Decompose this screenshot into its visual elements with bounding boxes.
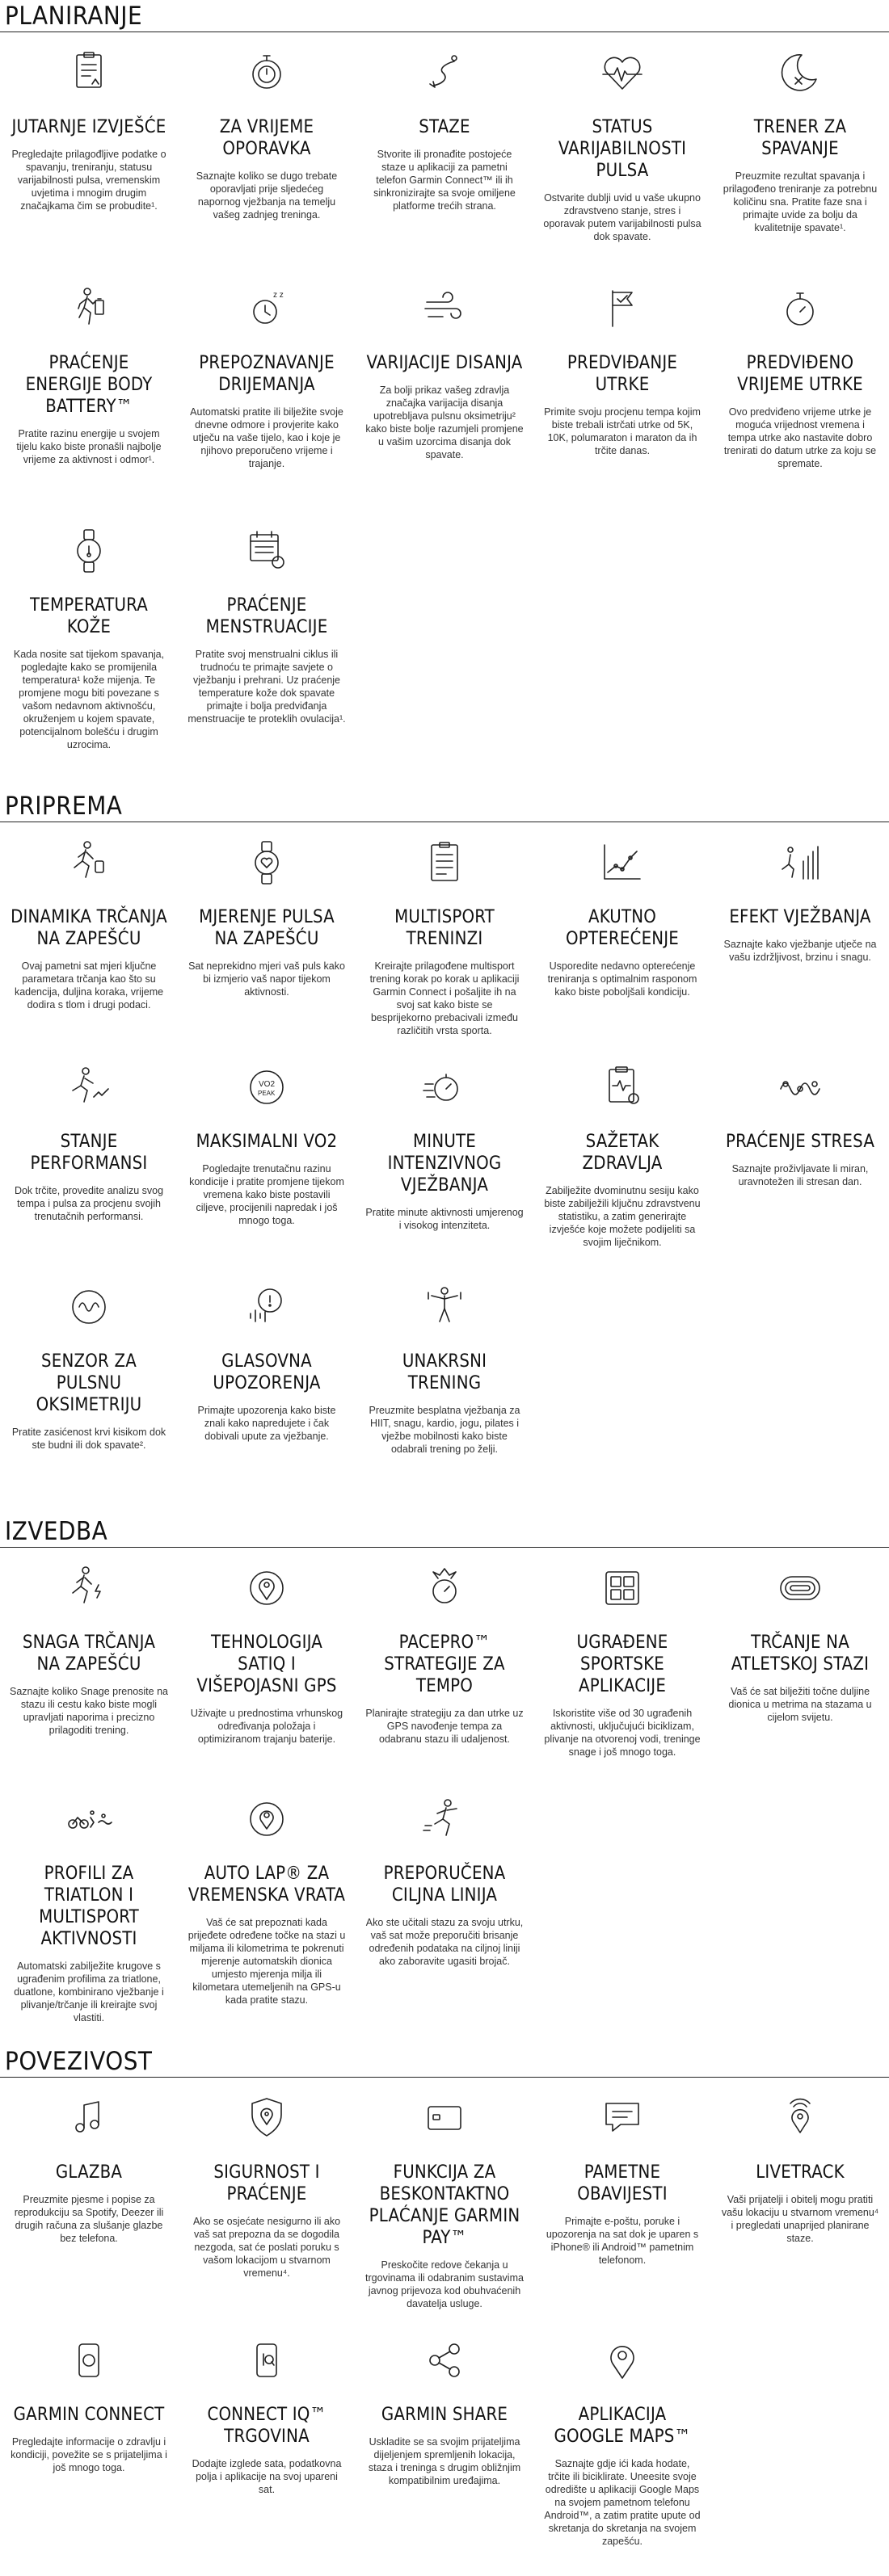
intensity-icon <box>419 1061 470 1113</box>
feature-card <box>356 1281 533 1456</box>
feature-card <box>178 2092 356 2310</box>
target-line-icon <box>419 1793 470 1845</box>
feature-card <box>711 1061 889 1259</box>
card-desc: Saznajte gdje ići kada hodate, trčite ili biciklirate. Uneesite svoje odredište u aplikaciji Google Maps na svojem pametnom telefonu Android™, a zatim pratite upute od skretanja do skretanja na svojem zapešću. <box>544 2458 701 2547</box>
feature-card <box>0 2092 178 2294</box>
feature-card <box>178 47 356 258</box>
card-title: GARMIN SHARE <box>381 2405 508 2425</box>
card-title: GLAZBA <box>55 2162 123 2183</box>
card-desc: Za bolji prikaz vašeg zdravlja značajka varijacija disanja upotrebljava pulsnu oksimetriju² kako biste bolje razumjeli promjene u vašim uzorcima disanja dok spavate. <box>365 385 524 460</box>
card-desc: Sat neprekidno mjeri vaš puls kako bi izmjerio vaš napor tijekom aktivnosti. <box>188 960 345 998</box>
card-desc: Preuzmite besplatna vježbanja za HIIT, snagu, kardio, jogu, pilates i vježbe mobilnosti kako biste odabrali trening po želji. <box>369 1405 520 1455</box>
feature-card <box>533 837 711 1039</box>
card-title: STANJE PERFORMANSI <box>30 1132 148 1174</box>
card-desc: Pratite razinu energije u svojem tijelu kako biste pronašli najbolje vrijeme za aktivnost i odmor¹. <box>16 428 162 465</box>
nap-icon <box>241 283 293 334</box>
sleep-coach-icon <box>774 47 826 99</box>
stopwatch-icon <box>774 283 826 334</box>
card-desc: Ovo predviđeno vrijeme utrke je moguća vrijednost vremena i tempa utrke ako nastavite dobro trenirati do datum utrke za koju se spremate. <box>723 406 877 469</box>
feature-card <box>0 1281 178 1456</box>
body-battery-icon <box>63 283 115 334</box>
card-desc: Kreirajte prilagođene multisport trening korak po korak u aplikaciji Garmin Connect i pošaljite ih na svoj sat kako biste se besprijekorno prebacivali između različitih vrsta sporta. <box>369 960 520 1036</box>
pulse-ox-icon <box>63 1281 115 1333</box>
card-title: SAŽETAK ZDRAVLJA <box>582 1132 663 1174</box>
card-title: MJERENJE PULSA NA ZAPEŠĆU <box>199 907 335 949</box>
feature-card <box>178 1793 356 2024</box>
card-title: GLASOVNA UPOZORENJA <box>213 1351 321 1393</box>
card-title: PREDVIĐENO VRIJEME UTRKE <box>737 353 863 395</box>
sport-apps-icon <box>596 1562 648 1614</box>
card-title: PRAĆENJE STRESA <box>725 1132 875 1152</box>
card-title: SENZOR ZA PULSNU OKSIMETRIJU <box>36 1351 142 1415</box>
feature-card <box>178 1061 356 1259</box>
feature-card <box>0 1793 178 2024</box>
garmin-connect-icon <box>63 2334 115 2386</box>
card-desc: Automatski pratite ili bilježite svoje dnevne odmore i provjerite kako utječu na vaše tijelo, kao i koje je njihovo preporučeno vrijeme i trajanje. <box>190 406 343 469</box>
card-desc: Preuzmite rezultat spavanja i prilagođeno treniranje za potrebnu količinu sna. Pratite faze sna i primajte uvide za bolju da kvalitetnije spavate¹. <box>723 170 878 233</box>
feature-card <box>533 47 711 258</box>
feature-card <box>178 1281 356 1456</box>
hrv-icon <box>596 47 648 99</box>
feature-card <box>356 2092 533 2310</box>
card-desc: Usporedite nedavno opterećenje treniranja s optimalnim rasponom kako biste poboljšali kondiciju. <box>547 960 697 998</box>
stress-icon <box>774 1061 826 1113</box>
load-icon <box>596 837 648 889</box>
pay-icon <box>419 2092 470 2144</box>
vo2-icon-text: VO2 <box>259 1080 276 1089</box>
notification-icon <box>596 2092 648 2144</box>
card-desc: Saznajte kako vježbanje utječe na vašu izdržljivost, brzinu i snagu. <box>723 939 877 963</box>
card-title: PREPOZNAVANJE DRIJEMANJA <box>199 353 335 395</box>
feature-card <box>356 1061 533 1259</box>
vo2max-icon <box>241 1061 293 1113</box>
card-title: JUTARNJE IZVJEŠĆE <box>11 117 166 137</box>
livetrack-icon <box>774 2092 826 2144</box>
card-desc: Pregledajte prilagođljive podatke o spavanju, treniranju, statusu varijabilnosti pulsa, vremenskim uvjetima i mnogim drugim značajkama čim se probudite¹. <box>11 149 166 212</box>
card-title: DINAMIKA TRČANJA NA ZAPEŠĆU <box>11 907 167 949</box>
section-povezivost <box>0 2045 889 2548</box>
card-desc: Ako se osjećate nesigurno ili ako vaš sat prepozna da se dogodila nezgoda, sat će poslati poruku s vašom lokacijom u stvarnom vremenu⁴. <box>192 2216 341 2279</box>
running-dynamics-icon <box>63 837 115 889</box>
card-title: MULTISPORT TRENINZI <box>394 907 495 949</box>
race-flag-icon <box>596 283 648 334</box>
feature-card <box>533 283 711 501</box>
card-desc: Kada nosite sat tijekom spavanja, pogledajte kako se promijenila temperatura¹ kože mijenja. Te promjene mogu biti povezane s vašom nedavnom aktivnošću, okruženjem u kojem spavate, potencijalnom bolešću i drugim uzrocima. <box>13 649 165 750</box>
feature-card <box>178 837 356 1039</box>
card-title: CONNECT IQ™ TRGOVINA <box>207 2405 327 2447</box>
section-title: POVEZIVOST <box>0 2045 889 2078</box>
card-desc: Preskočite redove čekanja u trgovinama ili odabranim sustavima javnog prijevoza kod obuhvaćenih davatelja usluge. <box>365 2259 524 2309</box>
report-icon <box>63 47 115 99</box>
card-desc: Saznajte koliko Snage prenosite na stazu ili cestu kako biste mogli upravljati naporima i precizno prilagoditi trening. <box>10 1686 168 1736</box>
track-icon <box>774 1562 826 1614</box>
section-title: IZVEDBA <box>0 1515 889 1548</box>
section-title: PRIPREMA <box>0 790 889 822</box>
card-title: PRAĆENJE ENERGIJE BODY BATTERY™ <box>25 353 153 417</box>
training-effect-icon <box>774 837 826 889</box>
feature-card <box>178 2334 356 2548</box>
card-title: APLIKACIJA GOOGLE MAPS™ <box>554 2405 691 2447</box>
feature-card <box>178 525 356 751</box>
card-desc: Vaš će sat bilježiti točne duljine dionica u metrima na stazama u cijelom svijetu. <box>728 1686 872 1723</box>
card-title: UNAKRSNI TRENING <box>402 1351 487 1393</box>
breathing-icon <box>419 283 470 334</box>
feature-card <box>0 2334 178 2548</box>
card-desc: Primajte e-poštu, poruke i upozorenja na sat dok je uparen s iPhone® ili Android™ pametnim telefonom. <box>546 2216 699 2266</box>
cross-training-icon <box>419 1281 470 1333</box>
card-title: AUTO LAP® ZA VREMENSKA VRATA <box>187 1864 346 1906</box>
skin-temp-icon <box>63 525 115 577</box>
connect-iq-icon <box>241 2334 293 2386</box>
health-snapshot-icon <box>596 1061 648 1113</box>
card-title: STATUS VARIJABILNOSTI PULSA <box>558 117 687 181</box>
card-title: UGRAĐENE SPORTSKE APLIKACIJE <box>576 1633 668 1696</box>
feature-card <box>0 1562 178 1769</box>
nap-icon-text: z z <box>273 291 284 300</box>
voice-alert-icon <box>241 1281 293 1333</box>
running-power-icon <box>63 1562 115 1614</box>
feature-card <box>711 1562 889 1769</box>
recovery-icon <box>241 47 293 99</box>
card-title: SNAGA TRČANJA NA ZAPEŠĆU <box>22 1633 156 1675</box>
card-title: TEMPERATURA KOŽE <box>30 595 148 637</box>
card-desc: Pratite svoj menstrualni ciklus ili trudnoću te primajte savjete o vježbanju i prehrani. Uz praćenje temperature kože dok spavate primajte i bolja predviđanja menstruacije te proteklih ovulacija¹. <box>187 649 346 725</box>
card-desc: Uživajte u prednostima vrhunskog određivanja položaja i optimiziranom trajanju baterije. <box>190 1708 343 1745</box>
card-desc: Vaš će sat prepoznati kada prijeđete određene točke na stazi u miljama ili kilometrima te pokrenuti mjerenje automatskih dionica umjesto mjerenja milja ili kilometara utemeljenih na GPS-u kada pratite stazu. <box>187 1917 346 2006</box>
card-desc: Preuzmite pjesme i popise za reprodukciju sa Spotify, Deezer ili drugih računa za slušanje glazbe bez telefona. <box>14 2194 164 2244</box>
card-title: GARMIN CONNECT <box>13 2405 165 2425</box>
card-title: AKUTNO OPTEREĆENJE <box>565 907 680 949</box>
feature-card <box>533 1562 711 1769</box>
map-pin-icon <box>596 2334 648 2386</box>
card-title: VARIJACIJE DISANJA <box>366 353 523 373</box>
feature-card <box>533 1061 711 1259</box>
feature-card <box>0 525 178 751</box>
feature-card <box>0 283 178 501</box>
card-desc: Iskoristite više od 30 ugrađenih aktivnosti, uključujući biciklizam, plivanje na otvorenoj vodi, treninge snage i još mnogo toga. <box>544 1708 701 1758</box>
auto-lap-icon <box>241 1793 293 1845</box>
card-title: MAKSIMALNI VO2 <box>196 1132 338 1152</box>
card-title: MINUTE INTENZIVNOG VJEŽBANJA <box>387 1132 502 1196</box>
card-title: PREPORUČENA CILJNA LINIJA <box>383 1864 506 1906</box>
wrist-hr-icon <box>241 837 293 889</box>
pacepro-icon <box>419 1562 470 1614</box>
peak-icon-text: PEAK <box>258 1090 276 1097</box>
section-izvedba <box>0 1515 889 2024</box>
card-desc: Primite svoju procjenu tempa kojim biste trebali istrčati utrke od 5K, 10K, polumaraton i maraton da ih trčite danas. <box>544 406 701 456</box>
card-desc: Dodajte izglede sata, podatkovna polja i aplikacije na svoj upareni sat. <box>192 2458 342 2495</box>
card-title: PACEPRO™ STRATEGIJE ZA TEMPO <box>384 1633 505 1696</box>
card-desc: Pratite minute aktivnosti umjerenog i visokog intenziteta. <box>365 1207 524 1231</box>
feature-card <box>178 283 356 501</box>
feature-card <box>356 2334 533 2548</box>
calendar-icon <box>241 525 293 577</box>
card-desc: Planirajte strategiju za dan utrke uz GPS navođenje tempa za odabranu stazu ili udaljenost. <box>365 1708 524 1745</box>
card-desc: Pregledajte informacije o zdravlju i kondiciji, povežite se s prijateljima i još mnogo toga. <box>11 2436 167 2473</box>
feature-card <box>711 837 889 1039</box>
feature-card <box>0 1061 178 1259</box>
card-title: SIGURNOST I PRAĆENJE <box>213 2162 320 2204</box>
card-desc: Pogledajte trenutačnu razinu kondicije i pratite promjene tijekom vremena kako biste postavili ciljeve, procijenili napredak i još mnogo toga. <box>189 1163 344 1226</box>
music-icon <box>63 2092 115 2144</box>
feature-card <box>356 283 533 501</box>
route-icon <box>419 47 470 99</box>
feature-card <box>0 837 178 1039</box>
multisport-icon <box>419 837 470 889</box>
feature-card <box>356 1793 533 2024</box>
card-title: STAZE <box>419 117 470 137</box>
card-desc: Vaši prijatelji i obitelj mogu pratiti vašu lokaciju u stvarnom vremenu⁴ i pregledati unaprijed planirane staze. <box>721 2194 879 2244</box>
card-desc: Stvorite ili pronađite postojeće staze u aplikaciji za pametni telefon Garmin Connect™ ili ih sinkronizirajte sa svoje omiljene platforme trećih strana. <box>373 149 516 212</box>
card-title: ZA VRIJEME OPORAVKA <box>219 117 314 159</box>
satiq-icon <box>241 1562 293 1614</box>
card-title: PRAĆENJE MENSTRUACIJE <box>205 595 328 637</box>
card-desc: Ako ste učitali stazu za svoju utrku, vaš sat može preporučiti brisanje određenih podataka na ciljnoj liniji ako zaboravite ugasiti brojač. <box>365 1917 524 1967</box>
card-desc: Zabilježite dvominutnu sesiju kako biste zabilježili ključnu zdravstvenu statistiku, a zatim generirajte izvješće koje možete podijeliti sa svojim liječnikom. <box>544 1185 701 1248</box>
feature-card <box>356 47 533 258</box>
share-icon <box>419 2334 470 2386</box>
card-title: TRENER ZA SPAVANJE <box>753 117 847 159</box>
card-desc: Primajte upozorenja kako biste znali kako napredujete i čak dobivali upute za vježbanje. <box>197 1405 336 1442</box>
card-title: TEHNOLOGIJA SATIQ I VIŠEPOJASNI GPS <box>196 1633 337 1696</box>
card-desc: Saznajte proživljavate li miran, uravnotežen ili stresan dan. <box>731 1163 869 1187</box>
feature-card <box>533 2092 711 2310</box>
card-desc: Ovaj pametni sat mjeri ključne parametara trčanja kao što su kadencija, duljina koraka, vrijeme dodira s tlom i drugi podaci. <box>14 960 164 1011</box>
card-desc: Uskladite se sa svojim prijateljima dijeljenjem spremljenih lokacija, staza i treninga s drugim obližnjim kompatibilnim uređajima. <box>368 2436 521 2486</box>
feature-card <box>711 283 889 501</box>
feature-card <box>0 47 178 258</box>
card-title: LIVETRACK <box>756 2162 845 2183</box>
performance-icon <box>63 1061 115 1113</box>
card-desc: Saznajte koliko se dugo trebate oporavljati prije sljedećeg napornog vježbanja na temelju vašeg zadnjeg treninga. <box>196 170 338 221</box>
card-title: PREDVIĐANJE UTRKE <box>567 353 678 395</box>
triathlon-icon <box>63 1793 115 1845</box>
safety-icon <box>241 2092 293 2144</box>
section-title: PLANIRANJE <box>0 0 889 32</box>
card-desc: Ostvarite dublji uvid u vaše ukupno zdravstveno stanje, stres i oporavak putem varijabilnosti pulsa dok spavate. <box>543 192 702 242</box>
feature-card <box>533 2334 711 2548</box>
feature-card <box>711 47 889 258</box>
card-title: PAMETNE OBAVIJESTI <box>577 2162 668 2204</box>
section-priprema <box>0 790 889 1456</box>
feature-card <box>356 1562 533 1769</box>
card-title: TRČANJE NA ATLETSKOJ STAZI <box>731 1633 870 1675</box>
feature-card <box>356 837 533 1039</box>
card-desc: Dok trčite, provedite analizu svog tempa i pulsa za procjenu svojih trenutačnih performansi. <box>14 1185 164 1222</box>
section-planiranje <box>0 0 889 751</box>
card-desc: Automatski zabilježite krugove s ugrađenim profilima za triatlone, duatlone, kombinirano vježbanje i plivanje/trčanje ili kreirajte svoj vlastiti. <box>14 1960 164 2023</box>
card-desc: Pratite zasićenost krvi kisikom dok ste budni ili dok spavate². <box>11 1427 166 1451</box>
feature-card <box>178 1562 356 1769</box>
card-title: EFEKT VJEŽBANJA <box>729 907 871 927</box>
feature-card <box>711 2092 889 2310</box>
card-title: PROFILI ZA TRIATLON I MULTISPORT AKTIVNOSTI <box>39 1864 139 1949</box>
card-title: FUNKCIJA ZA BESKONTAKTNO PLAĆANJE GARMIN PAY™ <box>369 2162 520 2248</box>
